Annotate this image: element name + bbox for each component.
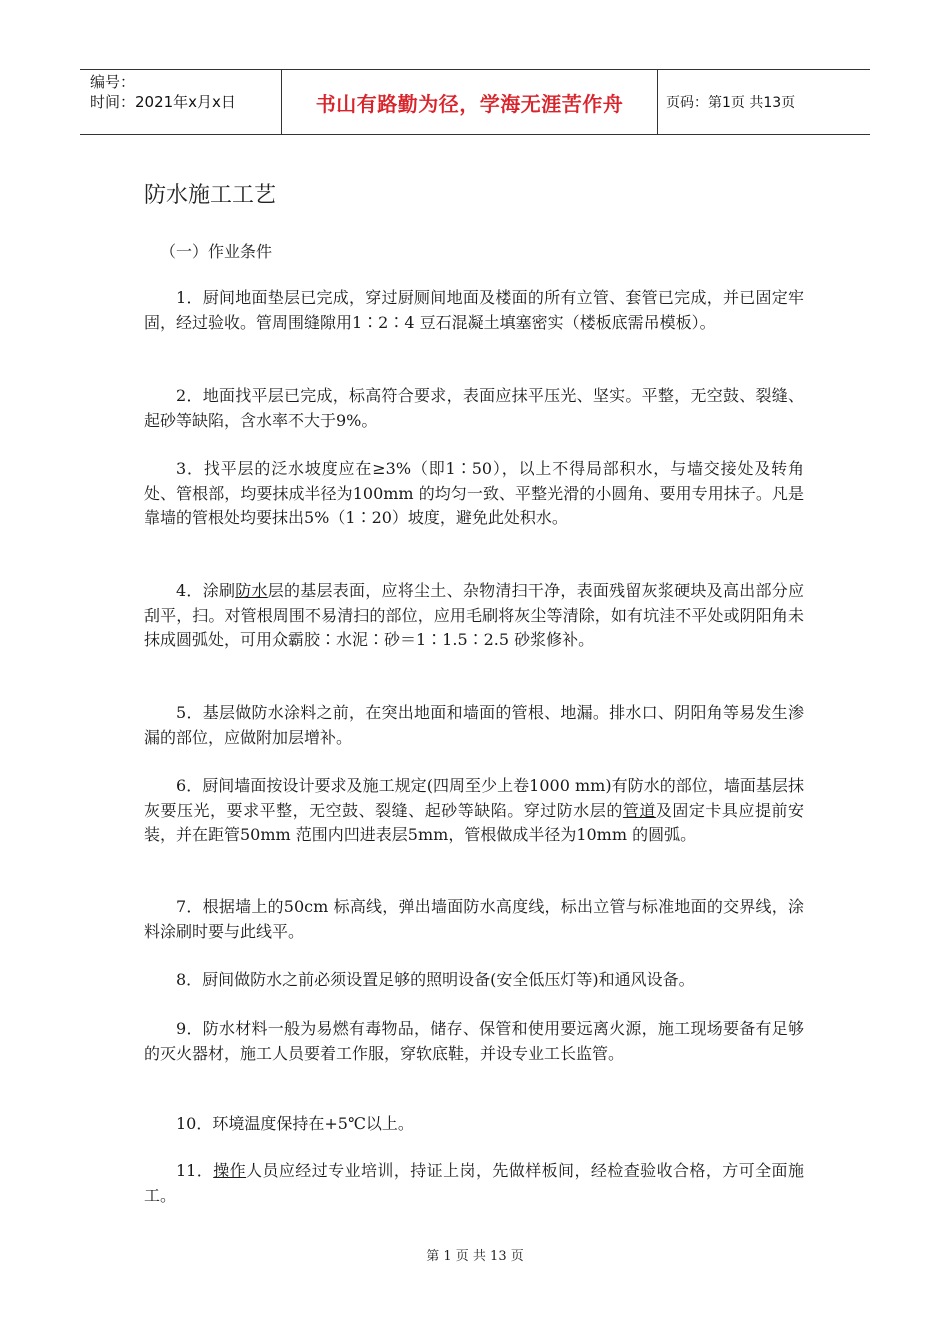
header-page-info: 页码：第1页 共13页	[666, 95, 796, 111]
paragraph-6-pre: 6．厨间墙面按设计要求及施工规定(四周至少上卷1000 mm)有防水的部位，墙面基层抹灰要压光，要求平整，无空鼓、裂缝、起砂等缺陷。穿过防水层的	[144, 776, 804, 820]
paragraph-4	[144, 579, 804, 653]
header-time-label: 时间：2021年x月x日	[90, 93, 236, 111]
paragraph-4-underlined: 防水	[235, 581, 268, 600]
paragraph-11	[144, 1159, 804, 1208]
paragraph-7: 7．根据墙上的50cm 标高线，弹出墙面防水高度线，标出立管与标准地面的交界线，涂料涂刷时要与此线平。	[144, 897, 804, 941]
paragraph-4-pre: 4．涂刷	[176, 581, 236, 600]
paragraph-11-pre: 11．	[176, 1161, 214, 1180]
paragraph-6-underlined: 管道	[622, 800, 656, 820]
document-title: 防水施工工艺	[144, 183, 277, 208]
paragraph-10: 10．环境温度保持在+5℃以上。	[176, 1114, 414, 1133]
page-header	[80, 69, 870, 135]
paragraph-5: 5．基层做防水涂料之前，在突出地面和墙面的管根、地漏。排水口、阴阳角等易发生渗漏的部位，应做附加层增补。	[144, 703, 804, 747]
paragraph-4-post: 层的基层表面，应将尘土、杂物清扫干净，表面残留灰浆硬块及高出部分应刮平，扫。对管根周围不易清扫的部位，应用毛刷将灰尘等清除，如有坑洼不平处或阴阳角未抹成圆弧处，可用众霸胶∶水泥∶砂＝1∶1.5∶2.5 砂浆修补。	[144, 581, 804, 649]
paragraph-8: 8．厨间做防水之前必须设置足够的照明设备(安全低压灯等)和通风设备。	[176, 970, 695, 989]
header-motto: 书山有路勤为径，学海无涯苦作舟	[282, 70, 658, 134]
section-heading: （一）作业条件	[160, 242, 273, 261]
paragraph-1: 1．厨间地面垫层已完成，穿过厨厕间地面及楼面的所有立管、套管已完成，并已固定牢固，经过验收。管周围缝隙用1∶2∶4 豆石混凝土填塞密实（楼板底需吊模板）。	[144, 288, 804, 332]
paragraph-11-post: 人员应经过专业培训，持证上岗，先做样板间，经检查验收合格，方可全面施工。	[144, 1161, 804, 1205]
paragraph-6	[144, 774, 804, 848]
header-meta	[80, 70, 282, 134]
paragraph-3: 3．找平层的泛水坡度应在≥3%（即1∶50），以上不得局部积水，与墙交接处及转角处、管根部，均要抹成半径为100mm 的均匀一致、平整光滑的小圆角、要用专用抹子。凡是靠墙的管根处均要抹出5%（1∶20）坡度，避免此处积水。	[144, 459, 804, 527]
paragraph-9: 9．防水材料一般为易燃有毒物品，储存、保管和使用要远离火源，施工现场要备有足够的灭火器材，施工人员要着工作服，穿软底鞋，并设专业工长监管。	[144, 1019, 804, 1063]
header-number-label: 编号：	[90, 73, 136, 91]
page-footer: 第 1 页 共 13 页	[426, 1249, 524, 1264]
paragraph-2: 2．地面找平层已完成，标高符合要求，表面应抹平压光、坚实。平整，无空鼓、裂缝、起砂等缺陷，含水率不大于9%。	[144, 386, 804, 430]
paragraph-11-underlined: 操作	[213, 1161, 247, 1180]
paragraph-6-post: 及固定卡具应提前安装，并在距管50mm 范围内凹进表层5mm，管根做成半径为10mm 的圆弧。	[144, 800, 804, 844]
